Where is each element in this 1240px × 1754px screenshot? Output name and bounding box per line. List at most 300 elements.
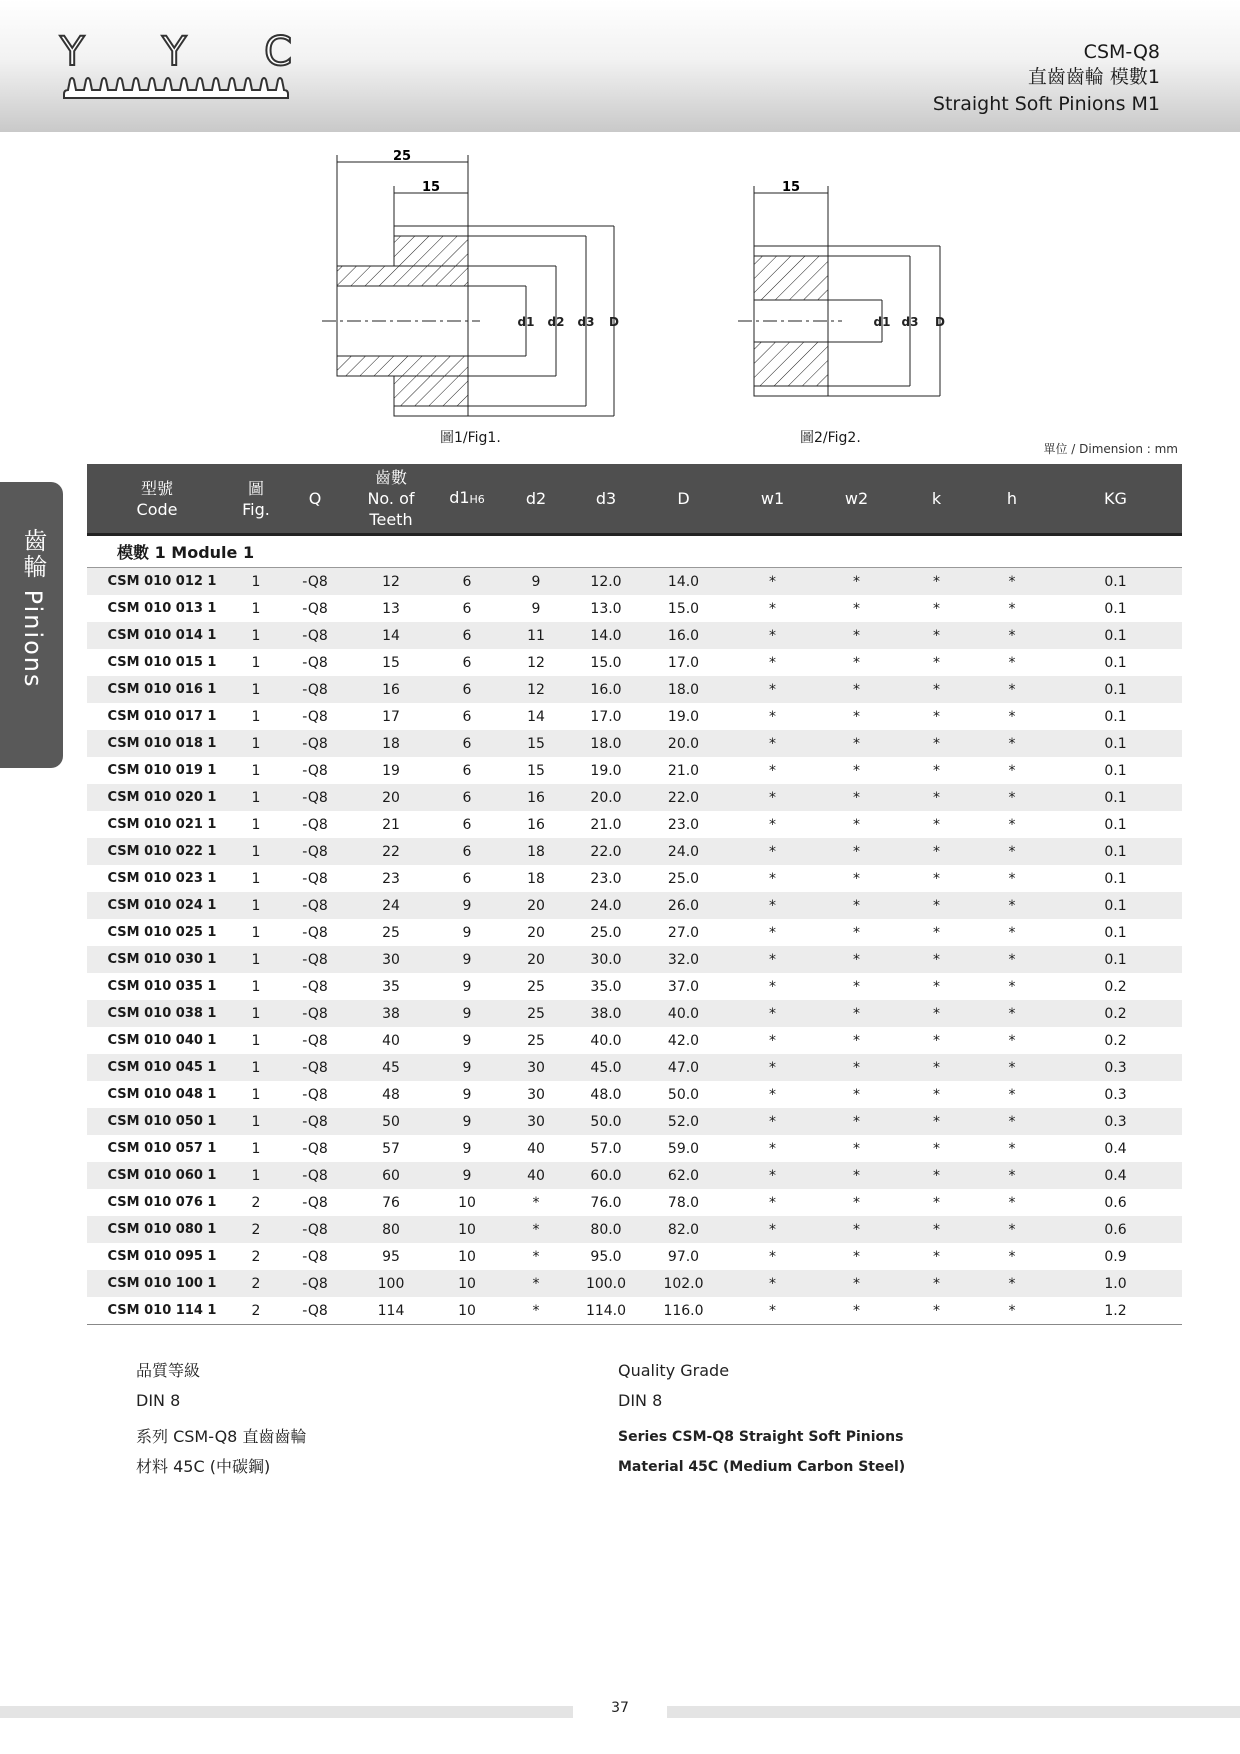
cell-kg: 0.3 bbox=[1104, 1086, 1127, 1103]
cell-kg: 0.6 bbox=[1049, 1216, 1182, 1243]
cell-d1: 10 bbox=[437, 1216, 497, 1243]
cell-kg: 0.1 bbox=[1049, 892, 1182, 919]
table-row bbox=[87, 1135, 1182, 1162]
cell-code: CSM 010 014 1 bbox=[87, 622, 227, 649]
cell-k: * bbox=[898, 622, 975, 649]
cell-k: * bbox=[933, 708, 940, 725]
cell-fig: 1 bbox=[227, 1054, 285, 1081]
cell-h: * bbox=[975, 1216, 1049, 1243]
cell-d3: 95.0 bbox=[590, 1248, 622, 1265]
footer-bar-left bbox=[0, 1706, 573, 1718]
cell-h: * bbox=[975, 1054, 1049, 1081]
cell-fig: 1 bbox=[227, 1000, 285, 1027]
cell-d1: 10 bbox=[437, 1297, 497, 1325]
cell-h: * bbox=[975, 622, 1049, 649]
cell-d2: * bbox=[532, 1194, 540, 1211]
cell-fig: 2 bbox=[251, 1248, 261, 1265]
notes-chinese bbox=[136, 1356, 306, 1482]
cell-teeth: 30 bbox=[345, 946, 437, 973]
cell-teeth: 16 bbox=[345, 676, 437, 703]
cell-w1: * bbox=[769, 600, 776, 617]
cell-w2: * bbox=[853, 978, 860, 995]
cell-teeth: 57 bbox=[382, 1140, 400, 1157]
cell-kg: 0.1 bbox=[1049, 784, 1182, 811]
cell-d3: 50.0 bbox=[575, 1108, 637, 1135]
cell-teeth: 114 bbox=[345, 1297, 437, 1325]
cell-kg: 1.0 bbox=[1049, 1270, 1182, 1297]
cell-k: * bbox=[898, 730, 975, 757]
cell-d1: 6 bbox=[462, 600, 472, 617]
table-row bbox=[87, 1270, 1182, 1297]
cell-d1: 9 bbox=[462, 924, 472, 941]
cell-code: CSM 010 060 1 bbox=[87, 1162, 227, 1189]
cell-kg: 0.4 bbox=[1104, 1140, 1127, 1157]
cell-code: CSM 010 023 1 bbox=[107, 871, 217, 886]
cell-outer-d: 16.0 bbox=[637, 622, 730, 649]
quality-grade-label-en: Quality Grade bbox=[618, 1361, 730, 1380]
cell-kg: 0.2 bbox=[1104, 978, 1127, 995]
cell-teeth: 95 bbox=[382, 1248, 400, 1265]
cell-d1: 9 bbox=[462, 1140, 472, 1157]
table-row bbox=[87, 568, 1182, 596]
cell-d2: 20 bbox=[497, 892, 575, 919]
cell-w2: * bbox=[815, 784, 898, 811]
cell-d2: 20 bbox=[497, 946, 575, 973]
cell-teeth: 12 bbox=[345, 568, 437, 596]
cell-w2: * bbox=[815, 1270, 898, 1297]
cell-q: -Q8 bbox=[302, 1248, 328, 1265]
material-zh: 材料 45C (中碳鋼) bbox=[136, 1457, 271, 1476]
cell-h: * bbox=[975, 568, 1049, 596]
cell-w1: * bbox=[730, 1054, 815, 1081]
cell-w1: * bbox=[730, 1270, 815, 1297]
cell-k: * bbox=[933, 816, 940, 833]
cell-code: CSM 010 025 1 bbox=[107, 925, 217, 940]
cell-w2: * bbox=[853, 1194, 860, 1211]
cell-w2: * bbox=[853, 1086, 860, 1103]
footer-bar-right bbox=[667, 1706, 1240, 1718]
fig1-dim-overall: 25 bbox=[392, 149, 412, 164]
cell-d2: 18 bbox=[497, 838, 575, 865]
cell-fig: 1 bbox=[251, 870, 261, 887]
cell-d2: 18 bbox=[527, 870, 545, 887]
table-row bbox=[87, 1054, 1182, 1081]
cell-code: CSM 010 024 1 bbox=[87, 892, 227, 919]
cell-q: -Q8 bbox=[285, 1270, 345, 1297]
cell-fig: 1 bbox=[251, 708, 261, 725]
table-row bbox=[87, 622, 1182, 649]
cell-w1: * bbox=[769, 654, 776, 671]
cell-h: * bbox=[1008, 600, 1016, 617]
cell-w1: * bbox=[730, 1216, 815, 1243]
header-d1: d1H6 bbox=[437, 464, 497, 535]
cell-d1: 9 bbox=[437, 1000, 497, 1027]
figure-1-drawing bbox=[322, 149, 619, 416]
product-code: CSM-Q8 bbox=[1083, 41, 1160, 63]
cell-code: CSM 010 013 1 bbox=[107, 601, 217, 616]
cell-fig: 1 bbox=[251, 1032, 261, 1049]
cell-outer-d: 78.0 bbox=[667, 1194, 700, 1211]
module-group-label: 模數 1 Module 1 bbox=[87, 535, 1182, 568]
cell-d2: 40 bbox=[497, 1162, 575, 1189]
table-row bbox=[87, 1216, 1182, 1243]
cell-kg: 0.1 bbox=[1104, 600, 1127, 617]
cell-w2: * bbox=[815, 838, 898, 865]
cell-w1: * bbox=[769, 924, 776, 941]
cell-k: * bbox=[898, 1297, 975, 1325]
cell-d1: 10 bbox=[437, 1270, 497, 1297]
cell-teeth: 45 bbox=[345, 1054, 437, 1081]
cell-d2: 25 bbox=[497, 1000, 575, 1027]
cell-fig: 1 bbox=[227, 676, 285, 703]
cell-fig: 1 bbox=[251, 654, 261, 671]
cell-teeth: 38 bbox=[345, 1000, 437, 1027]
cell-w2: * bbox=[815, 1054, 898, 1081]
section-side-tab bbox=[0, 482, 63, 768]
cell-d3: 48.0 bbox=[590, 1086, 622, 1103]
cell-q: -Q8 bbox=[302, 1140, 328, 1157]
cell-code: CSM 010 076 1 bbox=[107, 1195, 217, 1210]
cell-kg: 0.1 bbox=[1049, 838, 1182, 865]
material-en: Material 45C (Medium Carbon Steel) bbox=[618, 1459, 906, 1475]
cell-d3: 114.0 bbox=[575, 1297, 637, 1325]
cell-q: -Q8 bbox=[285, 1162, 345, 1189]
cell-fig: 2 bbox=[251, 1194, 261, 1211]
cell-h: * bbox=[1008, 978, 1016, 995]
cell-k: * bbox=[933, 762, 940, 779]
cell-w2: * bbox=[815, 892, 898, 919]
cell-kg: 0.6 bbox=[1104, 1194, 1127, 1211]
cell-d2: 11 bbox=[497, 622, 575, 649]
cell-h: * bbox=[1008, 708, 1016, 725]
cell-d3: 14.0 bbox=[575, 622, 637, 649]
cell-code: CSM 010 015 1 bbox=[107, 655, 217, 670]
side-tab-label: 齒輪 Pinions bbox=[19, 528, 47, 689]
cell-kg: 0.2 bbox=[1049, 1000, 1182, 1027]
header-kg: KG bbox=[1049, 464, 1182, 535]
cell-d1: 9 bbox=[437, 946, 497, 973]
cell-teeth: 40 bbox=[382, 1032, 400, 1049]
header-teeth: 齒數 No. of Teeth bbox=[345, 464, 437, 535]
header-k: k bbox=[898, 464, 975, 535]
cell-outer-d: 27.0 bbox=[667, 924, 700, 941]
figure-2-caption: 圖2/Fig2. bbox=[800, 430, 861, 446]
cell-w1: * bbox=[730, 1108, 815, 1135]
cell-q: -Q8 bbox=[302, 924, 328, 941]
cell-k: * bbox=[898, 1054, 975, 1081]
cell-q: -Q8 bbox=[285, 784, 345, 811]
cell-d1: 6 bbox=[462, 816, 472, 833]
cell-d1: 9 bbox=[462, 1032, 472, 1049]
header-fig: 圖 Fig. bbox=[227, 464, 285, 535]
table-row bbox=[87, 595, 1182, 622]
cell-d1: 6 bbox=[437, 784, 497, 811]
cell-d2: 25 bbox=[527, 978, 545, 995]
cell-code: CSM 010 038 1 bbox=[87, 1000, 227, 1027]
cell-d2: * bbox=[497, 1270, 575, 1297]
cell-k: * bbox=[898, 676, 975, 703]
cell-w1: * bbox=[769, 762, 776, 779]
fig1-label-d1: d1 bbox=[517, 315, 535, 329]
cell-d2: 9 bbox=[531, 600, 541, 617]
cell-fig: 1 bbox=[227, 892, 285, 919]
cell-h: * bbox=[1008, 654, 1016, 671]
cell-w2: * bbox=[853, 654, 860, 671]
cell-outer-d: 102.0 bbox=[637, 1270, 730, 1297]
cell-q: -Q8 bbox=[285, 730, 345, 757]
cell-w2: * bbox=[815, 730, 898, 757]
cell-d3: 22.0 bbox=[575, 838, 637, 865]
cell-w2: * bbox=[853, 870, 860, 887]
cell-teeth: 35 bbox=[382, 978, 400, 995]
cell-outer-d: 22.0 bbox=[637, 784, 730, 811]
cell-w1: * bbox=[730, 784, 815, 811]
cell-w2: * bbox=[853, 1032, 860, 1049]
cell-h: * bbox=[1008, 1194, 1016, 1211]
cell-outer-d: 15.0 bbox=[667, 600, 700, 617]
cell-k: * bbox=[898, 892, 975, 919]
cell-w2: * bbox=[853, 1140, 860, 1157]
cell-outer-d: 52.0 bbox=[637, 1108, 730, 1135]
cell-q: -Q8 bbox=[285, 1108, 345, 1135]
cell-q: -Q8 bbox=[285, 838, 345, 865]
cell-d2: 30 bbox=[497, 1054, 575, 1081]
cell-fig: 1 bbox=[227, 1162, 285, 1189]
cell-w2: * bbox=[853, 762, 860, 779]
table-row bbox=[87, 649, 1182, 676]
cell-teeth: 18 bbox=[345, 730, 437, 757]
cell-d3: 60.0 bbox=[575, 1162, 637, 1189]
cell-outer-d: 42.0 bbox=[667, 1032, 700, 1049]
cell-w1: * bbox=[730, 946, 815, 973]
cell-code: CSM 010 080 1 bbox=[87, 1216, 227, 1243]
cell-w1: * bbox=[730, 730, 815, 757]
cell-kg: 0.1 bbox=[1049, 676, 1182, 703]
cell-fig: 1 bbox=[227, 838, 285, 865]
cell-teeth: 25 bbox=[382, 924, 400, 941]
cell-teeth: 23 bbox=[382, 870, 400, 887]
cell-d3: 35.0 bbox=[590, 978, 622, 995]
cell-teeth: 20 bbox=[345, 784, 437, 811]
header-w1: w1 bbox=[730, 464, 815, 535]
header-code: 型號 Code bbox=[87, 464, 227, 535]
cell-w1: * bbox=[730, 838, 815, 865]
cell-w2: * bbox=[815, 1000, 898, 1027]
cell-k: * bbox=[933, 654, 940, 671]
cell-code: CSM 010 030 1 bbox=[87, 946, 227, 973]
cell-fig: 1 bbox=[227, 568, 285, 596]
fig1-label-d3: d3 bbox=[577, 315, 595, 329]
table-row bbox=[87, 730, 1182, 757]
cell-w1: * bbox=[730, 1162, 815, 1189]
cell-code: CSM 010 057 1 bbox=[107, 1141, 217, 1156]
cell-h: * bbox=[975, 1108, 1049, 1135]
cell-k: * bbox=[933, 924, 940, 941]
cell-q: -Q8 bbox=[302, 600, 328, 617]
cell-w1: * bbox=[730, 622, 815, 649]
cell-w1: * bbox=[730, 568, 815, 596]
cell-d3: 30.0 bbox=[575, 946, 637, 973]
cell-teeth: 22 bbox=[345, 838, 437, 865]
cell-teeth: 17 bbox=[382, 708, 400, 725]
fig1-dim-face: 15 bbox=[421, 180, 441, 195]
cell-code: CSM 010 050 1 bbox=[87, 1108, 227, 1135]
cell-d3: 23.0 bbox=[590, 870, 622, 887]
table-row bbox=[87, 784, 1182, 811]
cell-kg: 0.1 bbox=[1049, 568, 1182, 596]
table-row bbox=[87, 838, 1182, 865]
cell-outer-d: 62.0 bbox=[637, 1162, 730, 1189]
cell-fig: 1 bbox=[251, 600, 261, 617]
table-row bbox=[87, 703, 1182, 730]
cell-code: CSM 010 020 1 bbox=[87, 784, 227, 811]
cell-h: * bbox=[1008, 1086, 1016, 1103]
cell-teeth: 21 bbox=[382, 816, 400, 833]
notes-english bbox=[618, 1356, 905, 1482]
cell-w1: * bbox=[769, 870, 776, 887]
cell-d3: 19.0 bbox=[590, 762, 622, 779]
cell-w1: * bbox=[769, 816, 776, 833]
cell-d1: 6 bbox=[462, 870, 472, 887]
cell-w2: * bbox=[815, 1297, 898, 1325]
cell-d1: 6 bbox=[437, 622, 497, 649]
cell-fig: 1 bbox=[227, 730, 285, 757]
cell-q: -Q8 bbox=[302, 1086, 328, 1103]
cell-fig: 2 bbox=[227, 1270, 285, 1297]
cell-outer-d: 14.0 bbox=[637, 568, 730, 596]
technical-drawings bbox=[0, 0, 1240, 460]
cell-h: * bbox=[1008, 816, 1016, 833]
header-d2: d2 bbox=[497, 464, 575, 535]
cell-code: CSM 010 040 1 bbox=[107, 1033, 217, 1048]
quality-grade-label-zh: 品質等級 bbox=[136, 1361, 201, 1380]
table-row bbox=[87, 892, 1182, 919]
cell-teeth: 60 bbox=[345, 1162, 437, 1189]
cell-k: * bbox=[933, 1032, 940, 1049]
cell-outer-d: 23.0 bbox=[667, 816, 700, 833]
cell-kg: 0.9 bbox=[1104, 1248, 1127, 1265]
fig2-label-d3: d3 bbox=[901, 315, 919, 329]
header-h: h bbox=[975, 464, 1049, 535]
cell-h: * bbox=[975, 676, 1049, 703]
logo-letter: Y bbox=[60, 29, 85, 75]
cell-d1: 9 bbox=[437, 892, 497, 919]
cell-outer-d: 17.0 bbox=[667, 654, 700, 671]
cell-q: -Q8 bbox=[302, 1194, 328, 1211]
cell-teeth: 15 bbox=[382, 654, 400, 671]
cell-fig: 2 bbox=[227, 1297, 285, 1325]
fig2-label-d1: d1 bbox=[873, 315, 891, 329]
table-row bbox=[87, 676, 1182, 703]
quality-grade-value-en: DIN 8 bbox=[618, 1391, 663, 1410]
cell-h: * bbox=[975, 838, 1049, 865]
cell-d1: 6 bbox=[462, 708, 472, 725]
cell-d2: 16 bbox=[527, 816, 545, 833]
cell-outer-d: 26.0 bbox=[637, 892, 730, 919]
cell-w2: * bbox=[815, 568, 898, 596]
cell-d1: 6 bbox=[462, 654, 472, 671]
cell-q: -Q8 bbox=[285, 946, 345, 973]
cell-fig: 1 bbox=[227, 1108, 285, 1135]
unit-label: 單位 / Dimension : mm bbox=[1043, 442, 1178, 456]
cell-d1: 10 bbox=[458, 1194, 476, 1211]
fig1-label-D: D bbox=[609, 315, 619, 329]
cell-k: * bbox=[898, 1162, 975, 1189]
cell-fig: 1 bbox=[251, 978, 261, 995]
series-en: Series CSM-Q8 Straight Soft Pinions bbox=[618, 1429, 904, 1445]
table-row bbox=[87, 946, 1182, 973]
cell-code: CSM 010 045 1 bbox=[87, 1054, 227, 1081]
cell-w2: * bbox=[815, 676, 898, 703]
cell-k: * bbox=[898, 568, 975, 596]
cell-teeth: 14 bbox=[345, 622, 437, 649]
table-row bbox=[87, 1000, 1182, 1027]
cell-w2: * bbox=[853, 924, 860, 941]
cell-d1: 9 bbox=[462, 1086, 472, 1103]
cell-w1: * bbox=[769, 978, 776, 995]
header-d3: d3 bbox=[575, 464, 637, 535]
page-number: 37 bbox=[611, 1700, 629, 1716]
cell-d2: 14 bbox=[527, 708, 545, 725]
cell-k: * bbox=[898, 1000, 975, 1027]
cell-d2: 15 bbox=[527, 762, 545, 779]
cell-d2: * bbox=[532, 1248, 540, 1265]
cell-k: * bbox=[933, 600, 940, 617]
quality-grade-value-zh: DIN 8 bbox=[136, 1391, 181, 1410]
cell-outer-d: 116.0 bbox=[637, 1297, 730, 1325]
cell-code: CSM 010 019 1 bbox=[107, 763, 217, 778]
cell-outer-d: 20.0 bbox=[637, 730, 730, 757]
cell-h: * bbox=[975, 730, 1049, 757]
cell-d3: 18.0 bbox=[575, 730, 637, 757]
cell-kg: 0.1 bbox=[1104, 708, 1127, 725]
cell-d3: 38.0 bbox=[575, 1000, 637, 1027]
cell-kg: 0.1 bbox=[1049, 622, 1182, 649]
cell-k: * bbox=[898, 1270, 975, 1297]
cell-outer-d: 82.0 bbox=[637, 1216, 730, 1243]
cell-k: * bbox=[933, 1086, 940, 1103]
cell-outer-d: 50.0 bbox=[667, 1086, 700, 1103]
cell-d2: 20 bbox=[527, 924, 545, 941]
cell-outer-d: 25.0 bbox=[667, 870, 700, 887]
cell-w2: * bbox=[853, 600, 860, 617]
title-english: Straight Soft Pinions M1 bbox=[932, 93, 1160, 115]
cell-outer-d: 97.0 bbox=[667, 1248, 700, 1265]
cell-d1: 6 bbox=[437, 730, 497, 757]
cell-d1: 9 bbox=[437, 1108, 497, 1135]
cell-q: -Q8 bbox=[302, 816, 328, 833]
table-row bbox=[87, 1243, 1182, 1270]
cell-h: * bbox=[975, 1297, 1049, 1325]
cell-k: * bbox=[933, 1194, 940, 1211]
cell-d2: * bbox=[497, 1297, 575, 1325]
cell-q: -Q8 bbox=[302, 762, 328, 779]
cell-q: -Q8 bbox=[285, 1216, 345, 1243]
cell-d2: 15 bbox=[497, 730, 575, 757]
cell-d3: 17.0 bbox=[590, 708, 622, 725]
fig1-label-d2: d2 bbox=[547, 315, 565, 329]
cell-q: -Q8 bbox=[302, 978, 328, 995]
cell-teeth: 80 bbox=[345, 1216, 437, 1243]
cell-h: * bbox=[1008, 1248, 1016, 1265]
table-row bbox=[87, 811, 1182, 838]
cell-fig: 1 bbox=[251, 1086, 261, 1103]
cell-k: * bbox=[933, 870, 940, 887]
cell-code: CSM 010 018 1 bbox=[87, 730, 227, 757]
logo-letter: Y bbox=[162, 29, 187, 75]
cell-teeth: 50 bbox=[345, 1108, 437, 1135]
cell-w2: * bbox=[815, 946, 898, 973]
